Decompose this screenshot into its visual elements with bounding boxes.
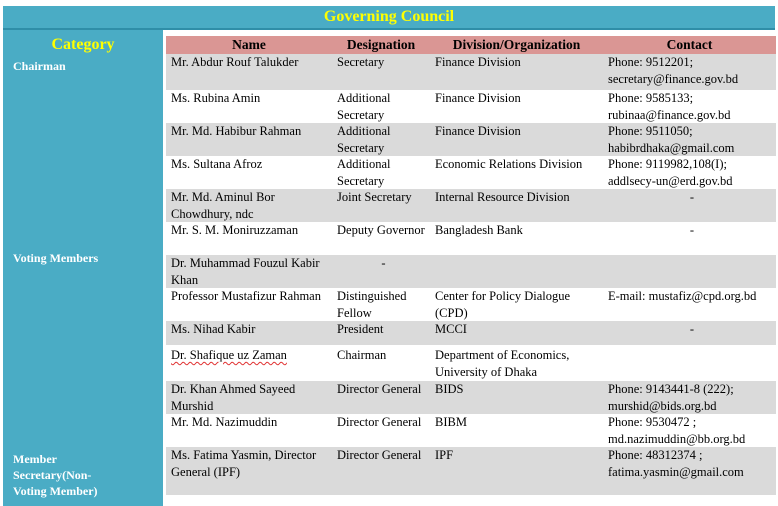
cell-designation: Chairman [332,345,430,381]
cell-designation: Distinguished Fellow [332,288,430,321]
cell-contact: Phone: 48312374 ; fatima.yasmin@gmail.com [603,447,776,495]
cell-designation: Deputy Governor [332,222,430,255]
cell-name: Ms. Nihad Kabir [166,321,332,345]
col-header-organization: Division/Organization [430,36,603,54]
cell-contact: Phone: 9512201; secretary@finance.gov.bd [603,54,776,90]
cell-organization: BIDS [430,381,603,414]
category-header: Category [51,36,115,53]
cell-organization: Finance Division [430,90,603,123]
cell-organization: Bangladesh Bank [430,222,603,255]
cell-organization: Finance Division [430,123,603,156]
cell-contact: - [603,222,776,255]
cell-contact: - [603,321,776,345]
cell-organization: Internal Resource Division [430,189,603,222]
cell-name: Professor Mustafizur Rahman [166,288,332,321]
table-row [166,222,776,255]
cell-organization: Department of Economics, University of Dhaka [430,345,603,381]
cell-contact: Phone: 9143441-8 (222); murshid@bids.org.bd [603,381,776,414]
cell-name [166,345,332,381]
cell-organization: MCCI [430,321,603,345]
col-header-name: Name [166,36,332,54]
cell-designation: President [332,321,430,345]
table-row [166,447,776,495]
table-row [166,321,776,345]
cell-name: Mr. Md. Nazimuddin [166,414,332,447]
cell-designation: Secretary [332,54,430,90]
category-chairman: Chairman [13,59,66,73]
cell-name: Dr. Khan Ahmed Sayeed Murshid [166,381,332,414]
cell-name-text: Dr. Shafique uz Zaman [171,348,287,362]
cell-name: Ms. Sultana Afroz [166,156,332,189]
cell-designation: - [332,255,430,288]
table-row [166,123,776,156]
cell-name: Ms. Fatima Yasmin, Director General (IPF) [166,447,332,495]
cell-contact: Phone: 9511050; habibrdhaka@gmail.com [603,123,776,156]
cell-designation: Additional Secretary [332,90,430,123]
cell-name: Mr. Abdur Rouf Talukder [166,54,332,90]
cell-contact: E-mail: mustafiz@cpd.org.bd [603,288,776,321]
table-row [166,90,776,123]
cell-organization [430,255,603,288]
table-row [166,381,776,414]
table-row [166,255,776,288]
cell-designation: Director General [332,414,430,447]
cell-contact [603,255,776,288]
cell-organization: Center for Policy Dialogue (CPD) [430,288,603,321]
category-member-secretary: Member Secretary(Non-Voting Member) [13,452,98,498]
category-column [3,30,163,506]
category-voting-members: Voting Members [13,251,99,265]
table-row [166,54,776,90]
cell-name: Mr. Md. Aminul Bor Chowdhury, ndc [166,189,332,222]
table-title: Governing Council [3,6,775,30]
table-row [166,156,776,189]
cell-designation: Additional Secretary [332,156,430,189]
cell-organization: Economic Relations Division [430,156,603,189]
cell-designation: Director General [332,381,430,414]
table-row [166,288,776,321]
table-row [166,414,776,447]
cell-name: Dr. Muhammad Fouzul Kabir Khan [166,255,332,288]
cell-contact: Phone: 9530472 ; md.nazimuddin@bb.org.bd [603,414,776,447]
cell-name: Mr. Md. Habibur Rahman [166,123,332,156]
cell-contact: - [603,189,776,222]
cell-designation: Director General [332,447,430,495]
cell-organization: BIBM [430,414,603,447]
cell-designation: Additional Secretary [332,123,430,156]
header-row [166,36,776,54]
council-table [166,36,776,495]
cell-name: Ms. Rubina Amin [166,90,332,123]
table-row [166,345,776,381]
cell-designation: Joint Secretary [332,189,430,222]
cell-organization: Finance Division [430,54,603,90]
cell-contact: Phone: 9119982,108(I); addlsecy-un@erd.gov.bd [603,156,776,189]
cell-name: Mr. S. M. Moniruzzaman [166,222,332,255]
cell-organization: IPF [430,447,603,495]
table-row [166,189,776,222]
cell-contact: Phone: 9585133; rubinaa@finance.gov.bd [603,90,776,123]
cell-contact [603,345,776,381]
col-header-designation: Designation [332,36,430,54]
col-header-contact: Contact [603,36,776,54]
